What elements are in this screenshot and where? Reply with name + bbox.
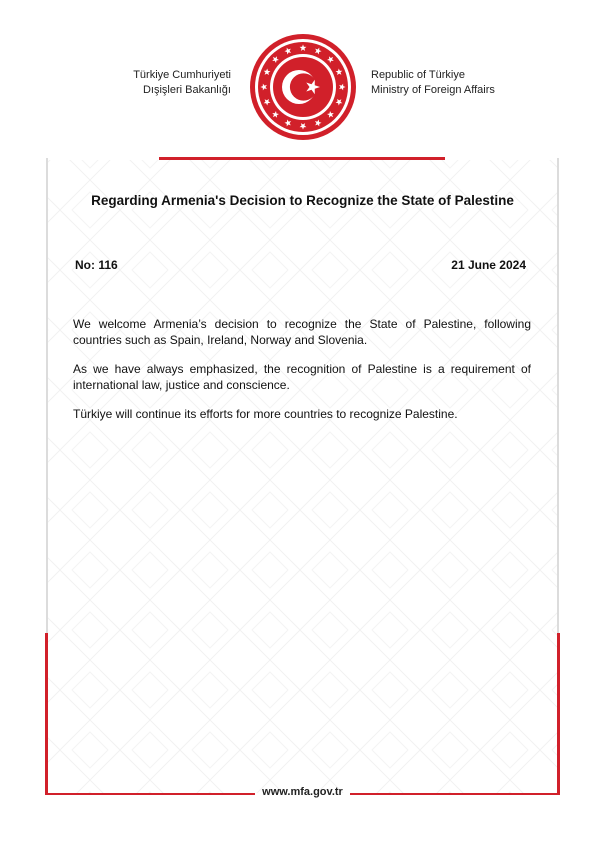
frame-right-line — [557, 158, 559, 633]
document-date: 21 June 2024 — [451, 258, 526, 272]
frame-top-accent — [159, 157, 445, 160]
ministry-seal-icon — [248, 32, 358, 142]
org-name-english — [371, 68, 495, 98]
org-en-line2: Ministry of Foreign Affairs — [371, 84, 495, 96]
org-tr-line1: Türkiye Cumhuriyeti — [133, 69, 231, 81]
frame-left-accent — [45, 633, 48, 795]
org-name-turkish — [133, 68, 231, 98]
paragraph: We welcome Armenia’s decision to recognize the State of Palestine, following countries such as Spain, Ireland, Norway and Slovenia. — [73, 317, 531, 347]
document-body — [73, 317, 531, 437]
document-title: Regarding Armenia's Decision to Recognize the State of Palestine — [91, 193, 514, 208]
frame-bottom-right-accent — [350, 793, 560, 795]
org-tr-line2: Dışişleri Bakanlığı — [142, 84, 231, 96]
document-number: No: 116 — [75, 258, 118, 272]
frame-bottom-left-accent — [45, 793, 255, 795]
paragraph: Türkiye will continue its efforts for more countries to recognize Palestine. — [73, 407, 458, 421]
frame-left-line — [46, 158, 48, 633]
org-en-line1: Republic of Türkiye — [371, 69, 465, 81]
frame-right-accent — [557, 633, 560, 795]
paragraph: As we have always emphasized, the recognition of Palestine is a requirement of international law, justice and conscience. — [73, 362, 531, 392]
website-link[interactable]: www.mfa.gov.tr — [262, 786, 343, 798]
